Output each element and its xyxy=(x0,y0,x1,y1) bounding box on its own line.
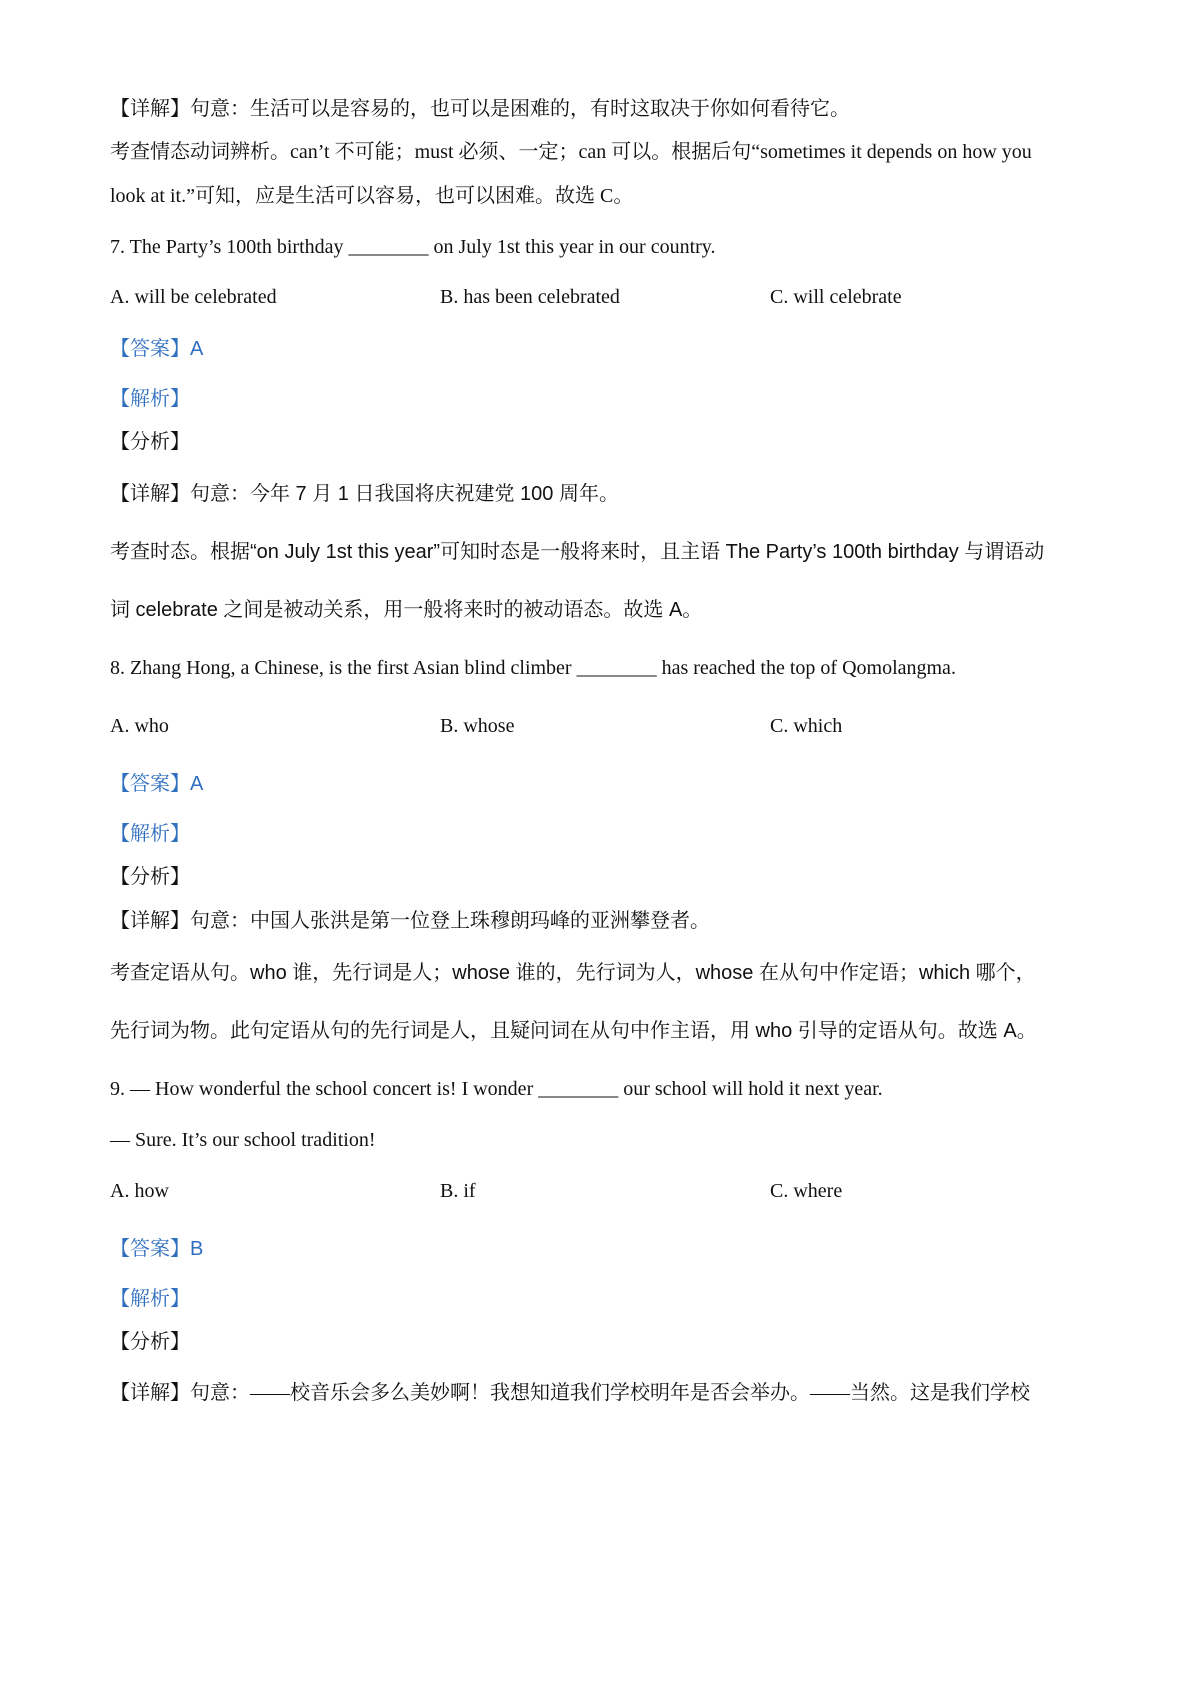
q8-option-c: C. which xyxy=(770,715,843,737)
q9-fenxi: 【分析】 xyxy=(110,1331,190,1353)
q8-question: 8. Zhang Hong, a Chinese, is the first Asian blind climber ________ has reached the top of Qomolangma. xyxy=(110,657,956,679)
q7-option-a: A. will be celebrated xyxy=(110,286,277,308)
q7-analysis-line2: 词 celebrate 之间是被动关系，用一般将来时的被动语态。故选 A。 xyxy=(110,599,703,621)
q9-reply: — Sure. It’s our school tradition! xyxy=(110,1129,376,1151)
q8-jiexi: 【解析】 xyxy=(110,823,190,845)
q7-detail: 【详解】句意：今年 7 月 1 日我国将庆祝建党 100 周年。 xyxy=(110,483,619,505)
q7-option-c: C. will celebrate xyxy=(770,286,902,308)
q9-option-c: C. where xyxy=(770,1180,843,1202)
q8-analysis-line1: 考查定语从句。who 谁，先行词是人；whose 谁的，先行词为人，whose 在从句中作定语；which 哪个， xyxy=(110,962,1036,984)
q7-question: 7. The Party’s 100th birthday ________ on July 1st this year in our country. xyxy=(110,236,716,258)
q7-analysis-line1: 考查时态。根据“on July 1st this year”可知时态是一般将来时，且主语 The Party’s 100th birthday 与谓语动 xyxy=(110,541,1045,563)
q8-answer: 【答案】A xyxy=(110,773,204,795)
q9-jiexi: 【解析】 xyxy=(110,1288,190,1310)
q7-fenxi: 【分析】 xyxy=(110,431,190,453)
q9-option-a: A. how xyxy=(110,1180,169,1202)
q9-question: 9. — How wonderful the school concert is! I wonder ________ our school will hold it next year. xyxy=(110,1078,883,1100)
q9-answer: 【答案】B xyxy=(110,1238,204,1260)
q8-option-b: B. whose xyxy=(440,715,515,737)
q7-jiexi: 【解析】 xyxy=(110,388,190,410)
q8-detail: 【详解】句意：中国人张洪是第一位登上珠穆朗玛峰的亚洲攀登者。 xyxy=(110,910,710,932)
q7-answer: 【答案】A xyxy=(110,338,204,360)
q6-detail: 【详解】句意：生活可以是容易的，也可以是困难的，有时这取决于你如何看待它。 xyxy=(110,98,850,120)
q8-analysis-line2: 先行词为物。此句定语从句的先行词是人，且疑问词在从句中作主语，用 who 引导的定语从句。故选 A。 xyxy=(110,1020,1037,1042)
q9-detail: 【详解】句意：——校音乐会多么美妙啊！我想知道我们学校明年是否会举办。——当然。这是我们学校 xyxy=(110,1382,1030,1404)
q8-option-a: A. who xyxy=(110,715,169,737)
q6-analysis-line2: look at it.”可知，应是生活可以容易，也可以困难。故选 C。 xyxy=(110,185,634,207)
q7-option-b: B. has been celebrated xyxy=(440,286,620,308)
q8-fenxi: 【分析】 xyxy=(110,866,190,888)
q9-option-b: B. if xyxy=(440,1180,476,1202)
q6-analysis-line1: 考查情态动词辨析。can’t 不可能；must 必须、一定；can 可以。根据后句“sometimes it depends on how you xyxy=(110,141,1032,163)
